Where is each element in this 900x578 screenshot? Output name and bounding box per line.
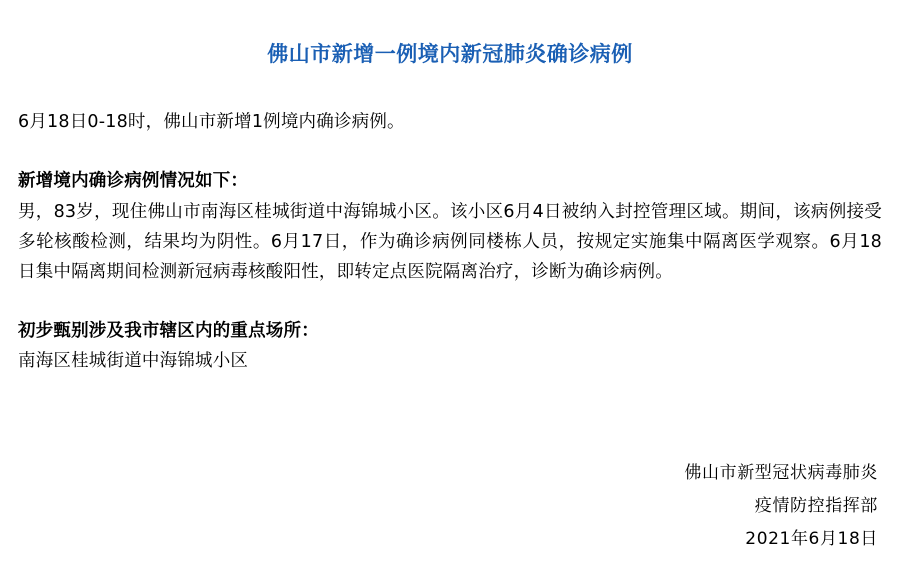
signature-date: 2021年6月18日: [745, 528, 878, 549]
lead-paragraph: 6月18日0-18时，佛山市新增1例境内确诊病例。: [18, 112, 405, 133]
section-key-locations: [18, 317, 882, 375]
section-heading: 新增境内确诊病例情况如下：: [18, 170, 249, 191]
signature-block: [684, 457, 878, 556]
section-body: 男，83岁，现住佛山市南海区桂城街道中海锦城小区。该小区6月4日被纳入封控管理区域。期间，该病例接受多轮核酸检测，结果均为阴性。6月17日，作为确诊病例同楼栋人员，按规定实施集中隔离医学观察。6月18日集中隔离期间检测新冠病毒核酸阳性，即转定点医院隔离治疗，诊断为确诊病例。: [18, 201, 882, 282]
signature-org-line-1: 佛山市新型冠状病毒肺炎: [684, 462, 878, 483]
section-case-details: [18, 167, 882, 287]
section-heading: 初步甄别涉及我市辖区内的重点场所：: [18, 320, 319, 341]
section-body: 南海区桂城街道中海锦城小区: [18, 350, 249, 371]
signature-org-line-2: 疫情防控指挥部: [754, 495, 878, 516]
document-page: [0, 14, 900, 578]
page-title: 佛山市新增一例境内新冠肺炎确诊病例: [267, 42, 633, 67]
